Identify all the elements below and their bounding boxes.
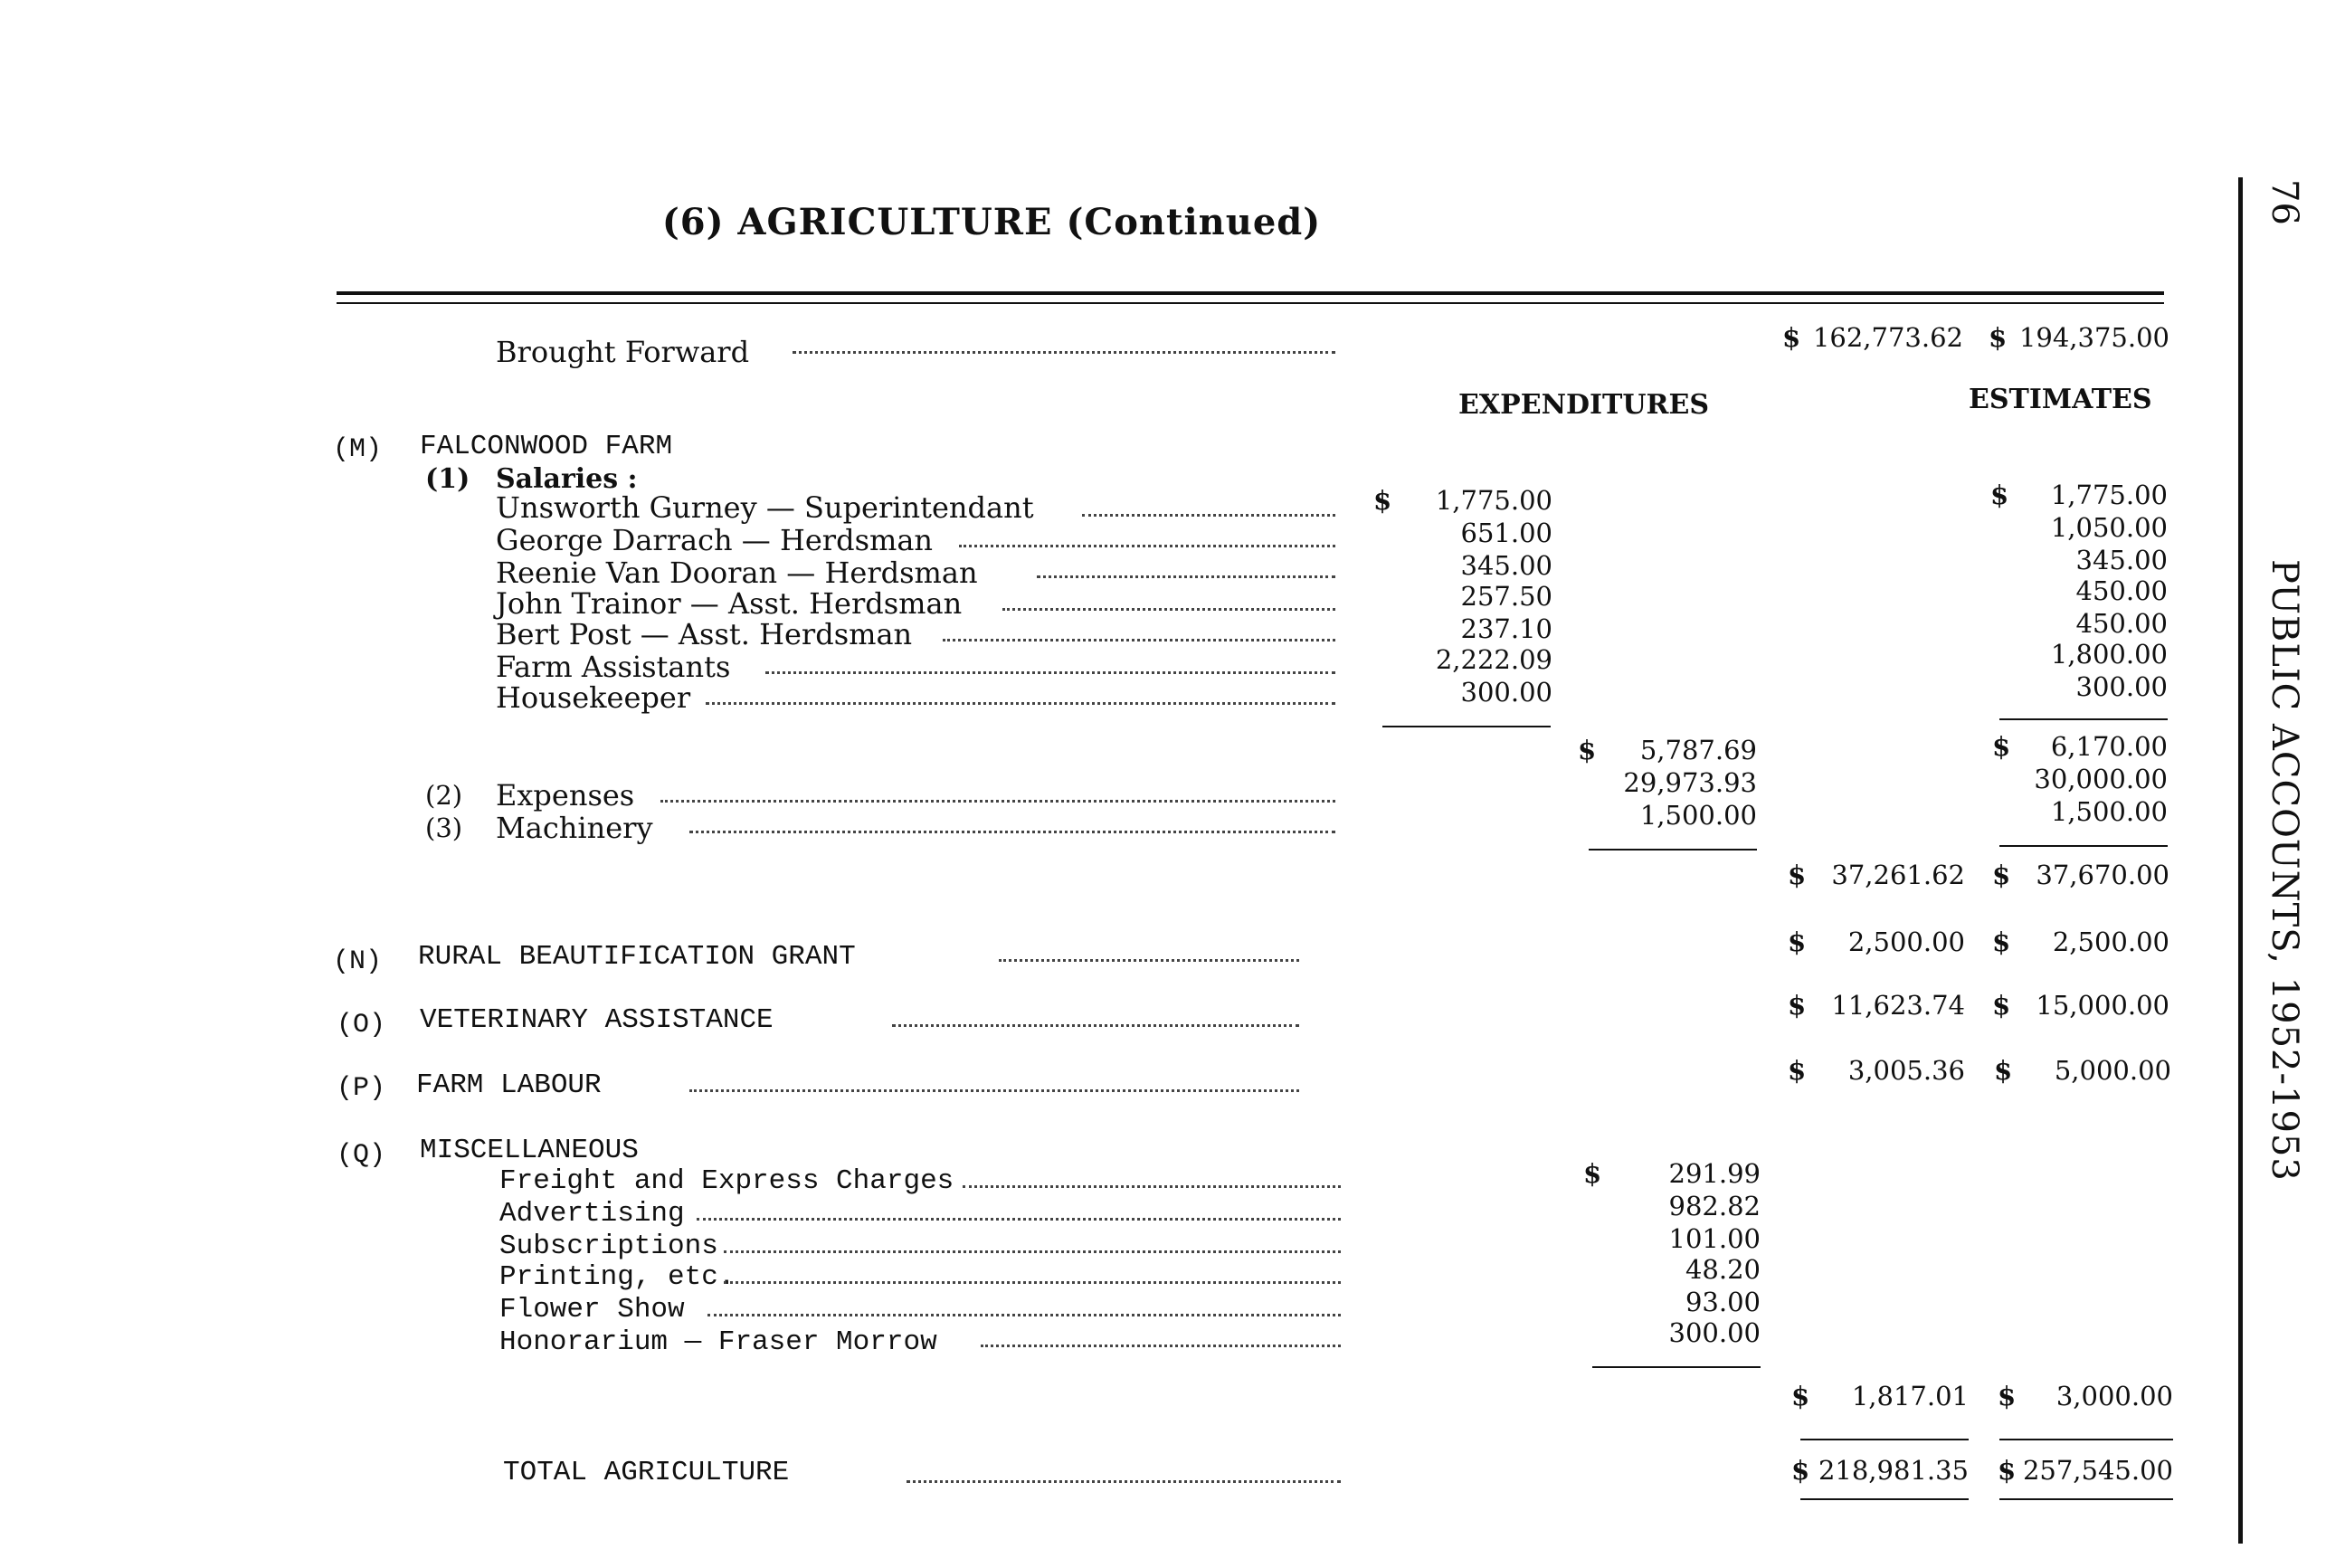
section-o-estimate: 15,000.00	[2036, 990, 2169, 1021]
estimates-header: ESTIMATES	[1969, 384, 2152, 415]
total-rule	[1800, 1439, 1969, 1440]
misc-item-amount: 101.00	[1668, 1223, 1761, 1254]
side-header: PUBLIC ACCOUNTS, 1952-1953	[2264, 559, 2305, 1182]
leader-dots	[706, 702, 1335, 705]
brought-forward-expenditure: 162,773.62	[1812, 322, 1963, 353]
dollar-sign: $	[1578, 735, 1597, 765]
dollar-sign: $	[1998, 1455, 2017, 1486]
leader-dots	[1002, 608, 1335, 611]
expenses-label: Expenses	[496, 778, 635, 813]
grand-total-label: TOTAL AGRICULTURE	[503, 1457, 790, 1488]
page-title: (6) AGRICULTURE (Continued)	[661, 201, 1322, 243]
leader-dots	[660, 800, 1335, 803]
machinery-expenditure: 1,500.00	[1639, 800, 1757, 831]
leader-dots	[724, 1250, 1341, 1253]
salary-expenditure: 345.00	[1460, 550, 1552, 581]
right-margin-rule	[2238, 177, 2243, 1544]
salaries-subtotal-expenditure: 5,787.69	[1639, 735, 1757, 765]
leader-dots	[689, 831, 1335, 833]
dollar-sign: $	[1992, 990, 2011, 1021]
title-rule-top	[337, 291, 2164, 295]
dollar-sign: $	[1994, 1055, 2013, 1086]
leader-dots	[999, 959, 1299, 962]
leader-dots	[724, 1281, 1341, 1284]
section-n-estimate: 2,500.00	[2052, 927, 2169, 957]
subtotal-rule	[1589, 849, 1757, 851]
dollar-sign: $	[1990, 480, 2009, 510]
expenses-number: (2)	[425, 780, 463, 811]
section-o-expenditure: 11,623.74	[1831, 990, 1965, 1021]
leader-dots	[765, 671, 1335, 674]
leader-dots	[892, 1024, 1299, 1027]
salary-expenditure: 651.00	[1460, 518, 1552, 548]
salaries-label: Salaries :	[496, 463, 638, 495]
dollar-sign: $	[1791, 1455, 1810, 1486]
section-m-title: FALCONWOOD FARM	[420, 431, 673, 462]
machinery-number: (3)	[425, 813, 463, 843]
grand-total-expenditure: 218,981.35	[1818, 1455, 1969, 1486]
machinery-label: Machinery	[496, 811, 653, 845]
section-p-title: FARM LABOUR	[416, 1069, 602, 1101]
salary-estimate: 450.00	[2075, 575, 2168, 606]
misc-item-amount: 300.00	[1668, 1317, 1761, 1348]
subtotal-rule	[1999, 845, 2168, 847]
expenditures-header: EXPENDITURES	[1458, 389, 1709, 421]
section-m-total-expenditure: 37,261.62	[1831, 860, 1965, 890]
total-rule	[1999, 1498, 2173, 1500]
section-q-letter: (Q)	[337, 1140, 386, 1171]
salary-item-label: John Trainor — Asst. Herdsman	[496, 586, 963, 621]
salary-expenditure: 2,222.09	[1435, 644, 1552, 675]
section-q-total-expenditure: 1,817.01	[1851, 1381, 1969, 1411]
salary-estimate: 1,775.00	[2050, 480, 2168, 510]
salary-item-label: Bert Post — Asst. Herdsman	[496, 617, 913, 651]
leader-dots	[943, 639, 1335, 641]
salary-expenditure: 237.10	[1460, 613, 1552, 644]
salary-estimate: 300.00	[2075, 671, 2168, 702]
leader-dots	[981, 1345, 1341, 1347]
leader-dots	[697, 1218, 1341, 1221]
grand-total-estimate: 257,545.00	[2022, 1455, 2173, 1486]
misc-item-label: Flower Show	[499, 1294, 685, 1326]
misc-item-label: Printing, etc.	[499, 1261, 736, 1293]
misc-item-amount: 48.20	[1685, 1254, 1761, 1285]
leader-dots	[689, 1089, 1299, 1092]
dollar-sign: $	[1583, 1158, 1602, 1189]
section-q-title: MISCELLANEOUS	[420, 1135, 639, 1166]
salary-expenditure: 1,775.00	[1435, 485, 1552, 516]
dollar-sign: $	[1788, 1055, 1807, 1086]
misc-item-amount: 93.00	[1685, 1287, 1761, 1317]
expenses-expenditure: 29,973.93	[1623, 767, 1757, 798]
salary-expenditure: 257.50	[1460, 581, 1552, 612]
salary-estimate: 345.00	[2075, 545, 2168, 575]
leader-dots	[907, 1480, 1341, 1483]
leader-dots	[707, 1314, 1341, 1316]
salaries-number: (1)	[425, 463, 470, 495]
section-p-expenditure: 3,005.36	[1847, 1055, 1965, 1086]
section-n-expenditure: 2,500.00	[1847, 927, 1965, 957]
misc-item-amount: 982.82	[1668, 1191, 1761, 1221]
machinery-estimate: 1,500.00	[2050, 796, 2168, 827]
expenses-estimate: 30,000.00	[2034, 764, 2168, 794]
leader-dots	[963, 1185, 1341, 1188]
dollar-sign: $	[1998, 1381, 2017, 1411]
leader-dots	[1037, 575, 1335, 578]
brought-forward-label: Brought Forward	[496, 335, 750, 369]
salary-estimate: 450.00	[2075, 608, 2168, 639]
salary-estimate: 1,800.00	[2050, 639, 2168, 670]
salary-item-label: Housekeeper	[496, 680, 691, 715]
section-o-letter: (O)	[337, 1010, 386, 1041]
total-rule	[1999, 1439, 2173, 1440]
section-o-title: VETERINARY ASSISTANCE	[420, 1004, 774, 1036]
misc-item-label: Advertising	[499, 1198, 685, 1230]
section-p-estimate: 5,000.00	[2054, 1055, 2171, 1086]
dollar-sign: $	[1788, 990, 1807, 1021]
salary-item-label: Reenie Van Dooran — Herdsman	[496, 556, 978, 590]
total-rule	[1800, 1498, 1969, 1500]
subtotal-rule	[1999, 718, 2168, 720]
salary-item-label: Farm Assistants	[496, 650, 731, 684]
dollar-sign: $	[1992, 731, 2011, 762]
salary-item-label: George Darrach — Herdsman	[496, 523, 934, 557]
salary-item-label: Unsworth Gurney — Superintendant	[496, 490, 1034, 525]
dollar-sign: $	[1373, 485, 1392, 516]
dollar-sign: $	[1989, 322, 2008, 353]
section-n-title: RURAL BEAUTIFICATION GRANT	[418, 941, 856, 973]
leader-dots	[1082, 514, 1335, 517]
section-m-letter: (M)	[333, 434, 383, 465]
dollar-sign: $	[1992, 927, 2011, 957]
title-rule-bottom	[337, 302, 2164, 304]
leader-dots	[959, 545, 1335, 547]
misc-item-label: Subscriptions	[499, 1231, 718, 1262]
subtotal-rule	[1592, 1366, 1761, 1368]
dollar-sign: $	[1782, 322, 1801, 353]
dollar-sign: $	[1791, 1381, 1810, 1411]
dollar-sign: $	[1992, 860, 2011, 890]
misc-item-label: Freight and Express Charges	[499, 1165, 954, 1197]
side-page-number: 76	[2264, 179, 2305, 225]
brought-forward-estimate: 194,375.00	[2018, 322, 2169, 353]
section-m-total-estimate: 37,670.00	[2036, 860, 2169, 890]
leader-dots	[793, 351, 1335, 354]
section-p-letter: (P)	[337, 1073, 386, 1104]
dollar-sign: $	[1788, 927, 1807, 957]
misc-item-amount: 291.99	[1668, 1158, 1761, 1189]
section-n-letter: (N)	[333, 946, 383, 977]
section-q-total-estimate: 3,000.00	[2055, 1381, 2173, 1411]
salary-estimate: 1,050.00	[2050, 512, 2168, 543]
misc-item-label: Honorarium — Fraser Morrow	[499, 1326, 937, 1358]
subtotal-rule	[1382, 726, 1551, 727]
salary-expenditure: 300.00	[1460, 677, 1552, 708]
salaries-subtotal-estimate: 6,170.00	[2050, 731, 2168, 762]
dollar-sign: $	[1788, 860, 1807, 890]
